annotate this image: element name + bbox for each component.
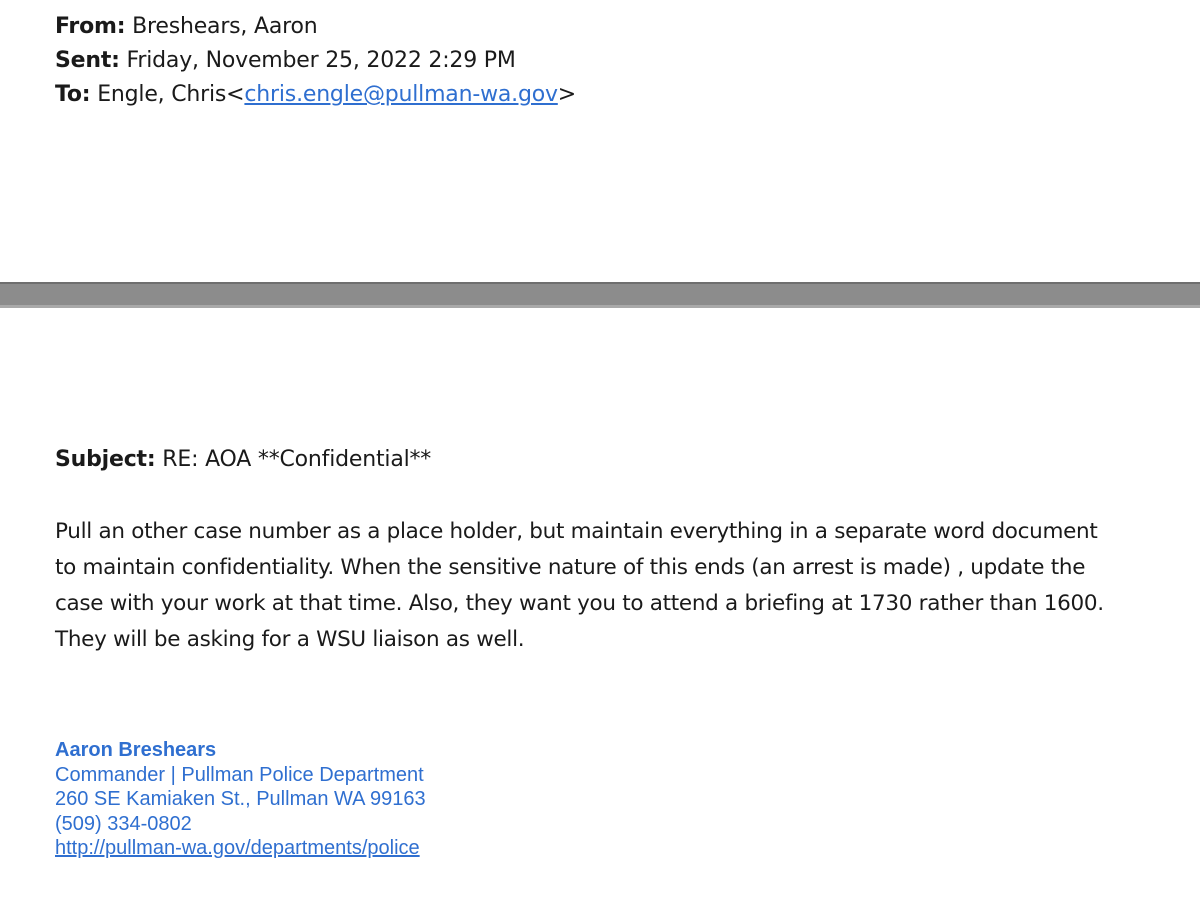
to-line xyxy=(55,78,1155,112)
body-line: They will be asking for a WSU liaison as well. xyxy=(55,627,525,652)
body-line: to maintain confidentiality. When the sensitive nature of this ends (an arrest is made) , update the xyxy=(55,555,1086,580)
sent-value: Friday, November 25, 2022 2:29 PM xyxy=(126,48,516,73)
to-name: Engle, Chris xyxy=(97,82,227,107)
signature-address: 260 SE Kamiaken St., Pullman WA 99163 xyxy=(55,788,426,810)
from-value: Breshears, Aaron xyxy=(132,14,318,39)
sent-line xyxy=(55,44,1155,78)
signature-name: Aaron Breshears xyxy=(55,739,217,761)
from-label: From: xyxy=(55,14,126,39)
to-email-link[interactable]: chris.engle@pullman-wa.gov xyxy=(244,82,558,107)
email-header xyxy=(55,10,1155,112)
subject-label: Subject: xyxy=(55,447,156,472)
to-close-bracket: > xyxy=(557,82,577,107)
email-signature xyxy=(55,738,426,861)
to-open-bracket: < xyxy=(226,82,245,107)
signature-phone: (509) 334-0802 xyxy=(55,812,192,835)
page-separator xyxy=(0,282,1200,308)
body-line: case with your work at that time. Also, they want you to attend a briefing at 1730 rather than 1600. xyxy=(55,591,1104,616)
signature-url-link[interactable]: http://pullman-wa.gov/departments/police xyxy=(55,837,420,859)
sent-label: Sent: xyxy=(55,48,120,73)
subject-value: RE: AOA **Confidential** xyxy=(162,447,432,472)
to-label: To: xyxy=(55,82,91,107)
body-line: Pull an other case number as a place holder, but maintain everything in a separate word document xyxy=(55,519,1098,544)
signature-title: Commander | Pullman Police Department xyxy=(55,763,424,786)
subject-line xyxy=(55,443,431,477)
from-line xyxy=(55,10,1155,44)
email-body xyxy=(55,514,1175,658)
